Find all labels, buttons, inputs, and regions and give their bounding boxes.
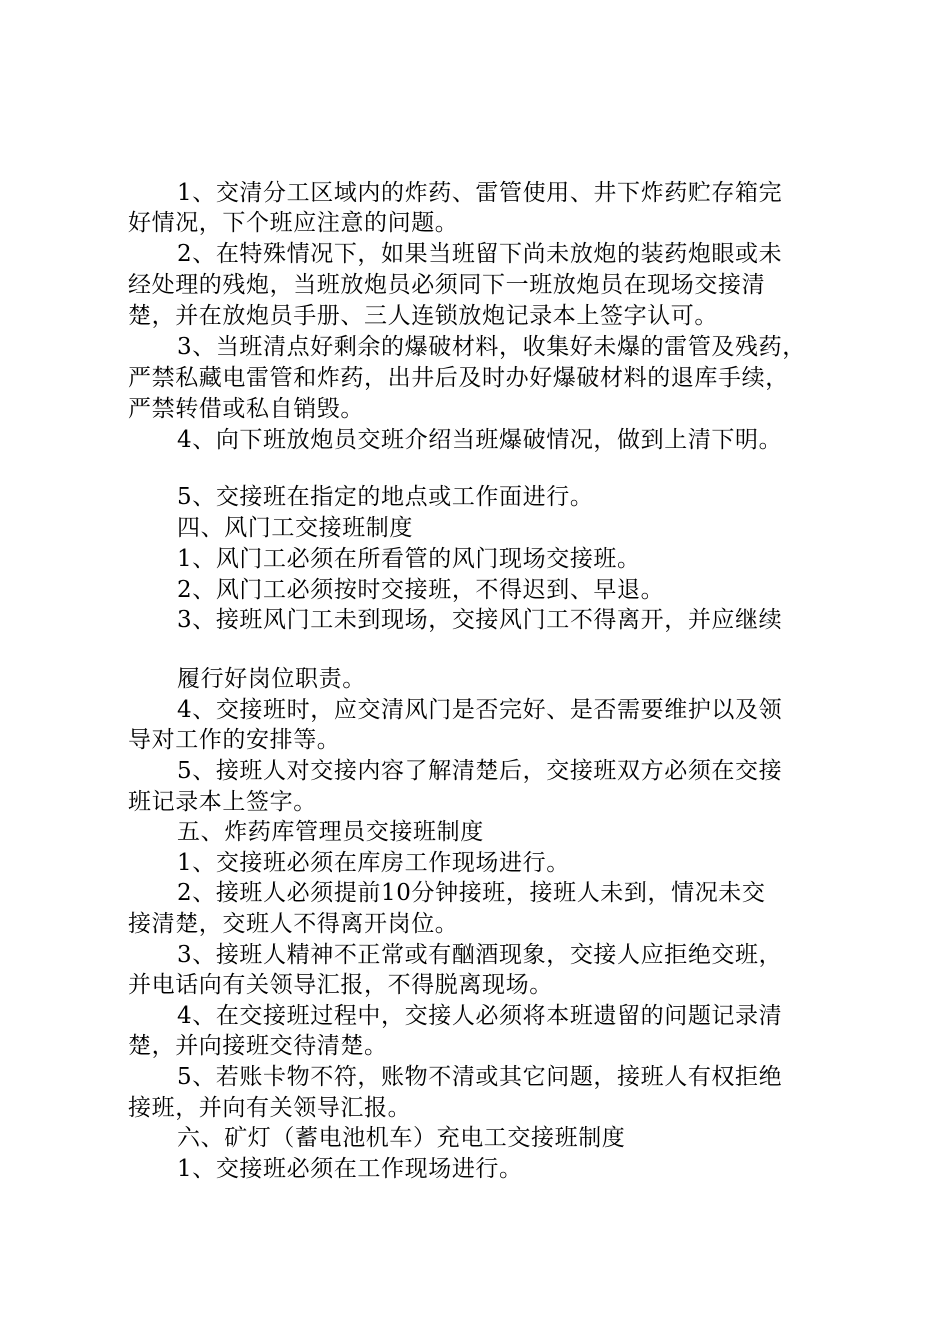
text-line: 3、接班风门工未到现场，交接风门工不得离开，并应继续 [177, 607, 783, 633]
text-line: 经处理的残炮，当班放炮员必须同下一班放炮员在现场交接清 [128, 272, 766, 298]
text-line: 3、接班人精神不正常或有酗酒现象，交接人应拒绝交班， [177, 942, 783, 968]
text-line: 4、交接班时，应交清风门是否完好、是否需要维护以及领 [177, 697, 783, 723]
text-line: 2、风门工必须按时交接班，不得迟到、早退。 [177, 577, 665, 603]
text-line: 3、当班清点好剩余的爆破材料，收集好未爆的雷管及残药， [177, 334, 806, 360]
text-line: 楚，并在放炮员手册、三人连锁放炮记录本上签字认可。 [128, 303, 718, 329]
text-line: 履行好岗位职责。 [177, 666, 366, 692]
text-line: 5、若账卡物不符，账物不清或其它问题，接班人有权拒绝 [177, 1064, 783, 1090]
text-line: 1、交清分工区域内的炸药、雷管使用、井下炸药贮存箱完 [177, 180, 783, 206]
text-line: 好情况，下个班应注意的问题。 [128, 210, 459, 236]
text-line: 接清楚，交班人不得离开岗位。 [128, 911, 459, 937]
text-line: 1、交接班必须在库房工作现场进行。 [177, 850, 570, 876]
text-line: 导对工作的安排等。 [128, 727, 341, 753]
text-line: 2、在特殊情况下，如果当班留下尚未放炮的装药炮眼或未 [177, 241, 783, 267]
text-line: 5、接班人对交接内容了解清楚后，交接班双方必须在交接 [177, 758, 783, 784]
text-line: 楚，并向接班交待清楚。 [128, 1033, 388, 1059]
text-line: 并电话向有关领导汇报，不得脱离现场。 [128, 972, 553, 998]
text-line: 接班，并向有关领导汇报。 [128, 1095, 412, 1121]
text-line: 1、风门工必须在所看管的风门现场交接班。 [177, 546, 641, 572]
section-heading: 四、风门工交接班制度 [177, 515, 413, 541]
section-heading: 五、炸药库管理员交接班制度 [177, 819, 484, 845]
text-line: 班记录本上签字。 [128, 789, 317, 815]
text-line: 4、在交接班过程中，交接人必须将本班遗留的问题记录清 [177, 1003, 783, 1029]
text-line: 4、向下班放炮员交班介绍当班爆破情况，做到上清下明。 [177, 427, 783, 453]
text-line: 严禁私藏电雷管和炸药，出井后及时办好爆破材料的退库手续， [128, 365, 789, 391]
text-line: 1、交接班必须在工作现场进行。 [177, 1156, 523, 1182]
section-heading: 六、矿灯（蓄电池机车）充电工交接班制度 [177, 1125, 626, 1151]
text-line: 严禁转借或私自销毁。 [128, 396, 364, 422]
text-line: 5、交接班在指定的地点或工作面进行。 [177, 484, 594, 510]
text-line: 2、接班人必须提前10分钟接班，接班人未到，情况未交 [177, 880, 766, 906]
